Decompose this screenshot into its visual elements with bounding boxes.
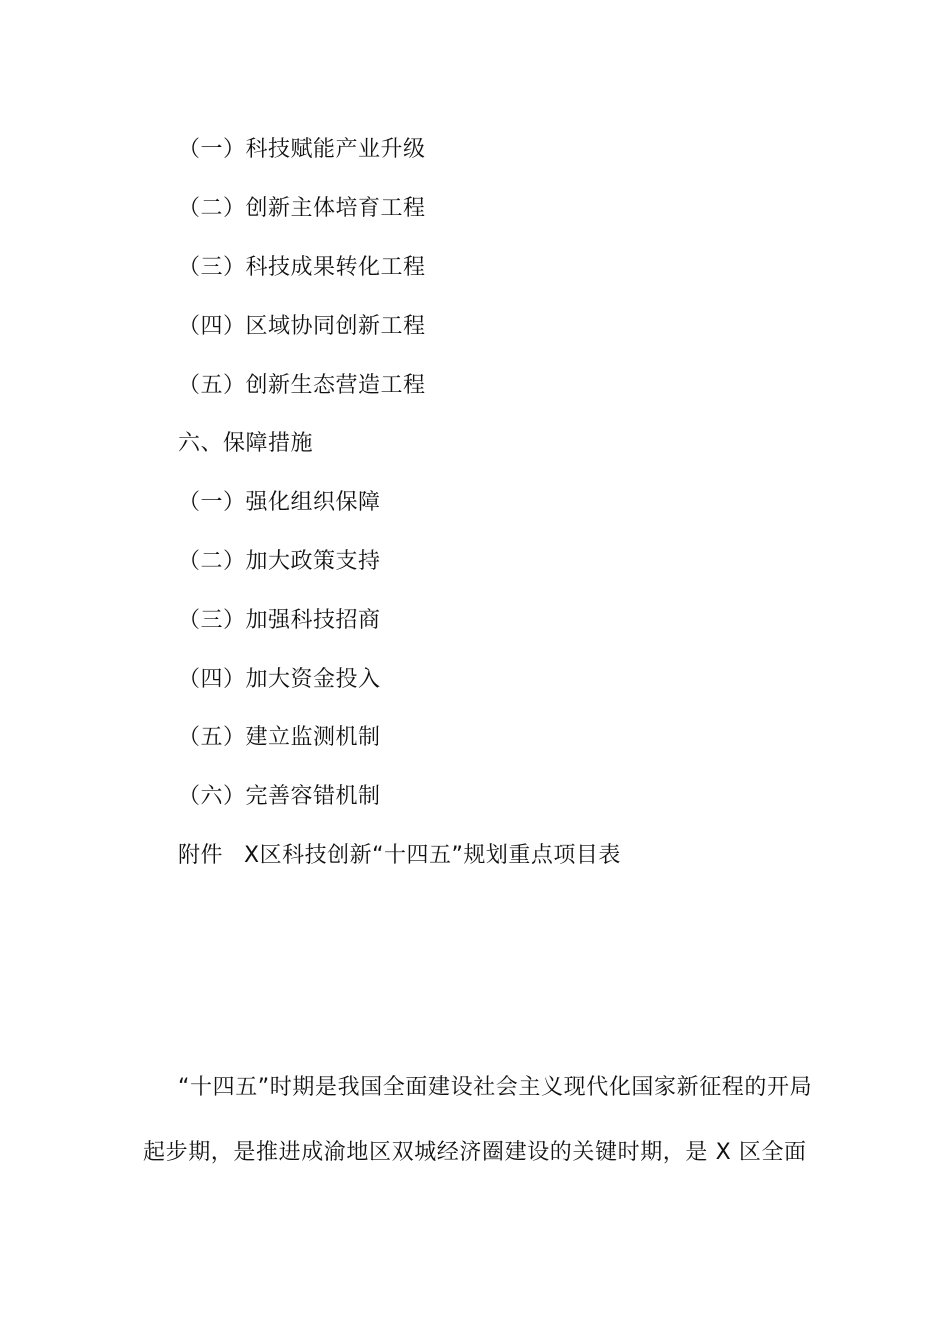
toc-item: （三）科技成果转化工程 bbox=[178, 255, 426, 280]
toc-item: （二）创新主体培育工程 bbox=[178, 196, 426, 221]
toc-section-heading: 六、保障措施 bbox=[178, 431, 314, 456]
toc-item: （四）加大资金投入 bbox=[178, 667, 381, 692]
annex-label: 附件 bbox=[178, 843, 224, 868]
body-paragraph-line: “十四五”时期是我国全面建设社会主义现代化国家新征程的开局 bbox=[178, 1075, 813, 1100]
body-paragraph-line: 起步期，是推进成渝地区双城经济圈建设的关键时期，是 X 区全面 bbox=[143, 1140, 807, 1165]
toc-item: （一）强化组织保障 bbox=[178, 490, 381, 515]
toc-item: （五）创新生态营造工程 bbox=[178, 373, 426, 398]
toc-annex bbox=[178, 841, 621, 871]
toc-item: （一）科技赋能产业升级 bbox=[178, 137, 426, 162]
toc-item: （六）完善容错机制 bbox=[178, 784, 381, 809]
toc-item: （二）加大政策支持 bbox=[178, 549, 381, 574]
annex-title: X区科技创新“十四五”规划重点项目表 bbox=[244, 843, 621, 868]
toc-item: （五）建立监测机制 bbox=[178, 725, 381, 750]
toc-item: （三）加强科技招商 bbox=[178, 608, 381, 633]
toc-item: （四）区域协同创新工程 bbox=[178, 314, 426, 339]
